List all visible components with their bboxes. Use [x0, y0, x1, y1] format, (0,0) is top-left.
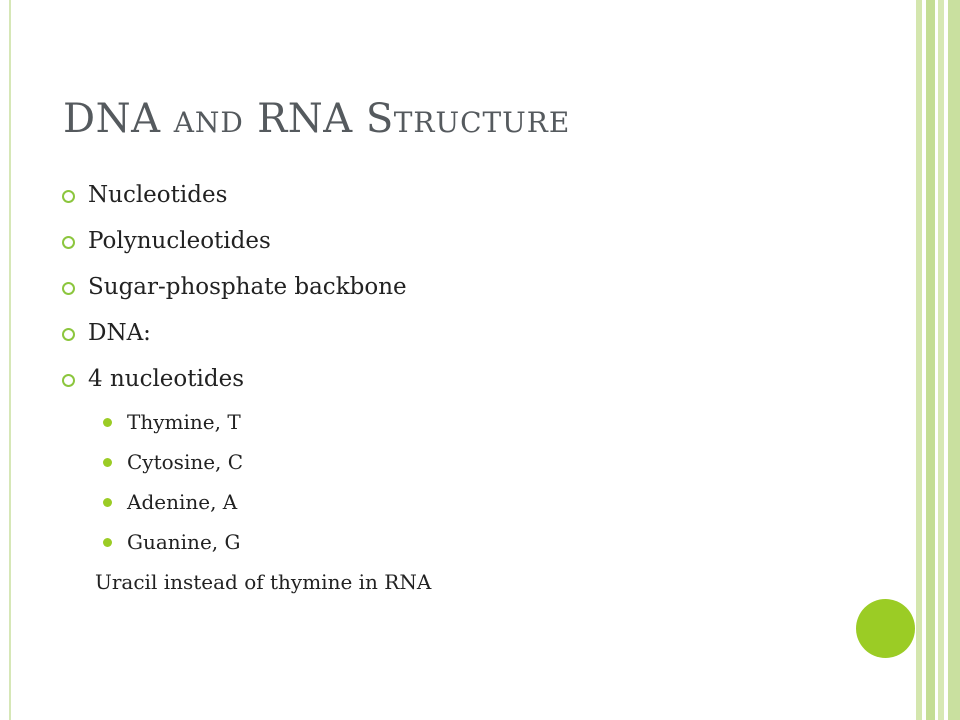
filled-bullet-icon	[103, 458, 112, 467]
left-frame-line	[0, 0, 11, 720]
sub-bullet-text: Cytosine, C	[127, 450, 244, 474]
stripe	[938, 0, 944, 720]
bullet-item	[62, 223, 431, 269]
sub-bullet-item	[62, 407, 431, 447]
bullet-text: Sugar-phosphate backbone	[88, 274, 407, 300]
decorative-green-circle-icon	[856, 599, 915, 658]
hollow-bullet-icon	[62, 236, 75, 249]
bullet-item	[62, 177, 431, 223]
bullet-text: Nucleotides	[88, 182, 228, 208]
title-word-structure-rest: TRUCTURE	[393, 106, 571, 139]
hollow-bullet-icon	[62, 190, 75, 203]
hollow-bullet-icon	[62, 328, 75, 341]
sub-bullet-item	[62, 447, 431, 487]
bullet-text: Polynucleotides	[88, 228, 271, 254]
bullet-text: DNA:	[88, 320, 151, 346]
sub-bullet-item	[62, 527, 431, 567]
note-text: Uracil instead of thymine in RNA	[95, 570, 432, 594]
title-word-and: AND	[173, 106, 244, 139]
filled-bullet-icon	[103, 538, 112, 547]
title-word-structure-cap: S	[365, 96, 394, 142]
filled-bullet-icon	[103, 498, 112, 507]
stripe	[916, 0, 922, 720]
sub-bullet-text: Guanine, G	[127, 530, 241, 554]
bullet-item	[62, 361, 431, 407]
sub-bullet-text: Adenine, A	[127, 490, 238, 514]
stripe	[926, 0, 935, 720]
right-decorative-stripes	[916, 0, 960, 720]
title-word-rna: RNA	[257, 96, 353, 142]
bullet-item	[62, 269, 431, 315]
slide-title	[63, 96, 570, 142]
note-line	[62, 567, 431, 607]
filled-bullet-icon	[103, 418, 112, 427]
bullet-item	[62, 315, 431, 361]
hollow-bullet-icon	[62, 282, 75, 295]
sub-bullet-text: Thymine, T	[127, 410, 241, 434]
bullet-list	[62, 177, 431, 607]
sub-bullet-item	[62, 487, 431, 527]
stripe	[948, 0, 960, 720]
bullet-text: 4 nucleotides	[88, 366, 245, 392]
title-word-dna: DNA	[63, 96, 161, 142]
hollow-bullet-icon	[62, 374, 75, 387]
